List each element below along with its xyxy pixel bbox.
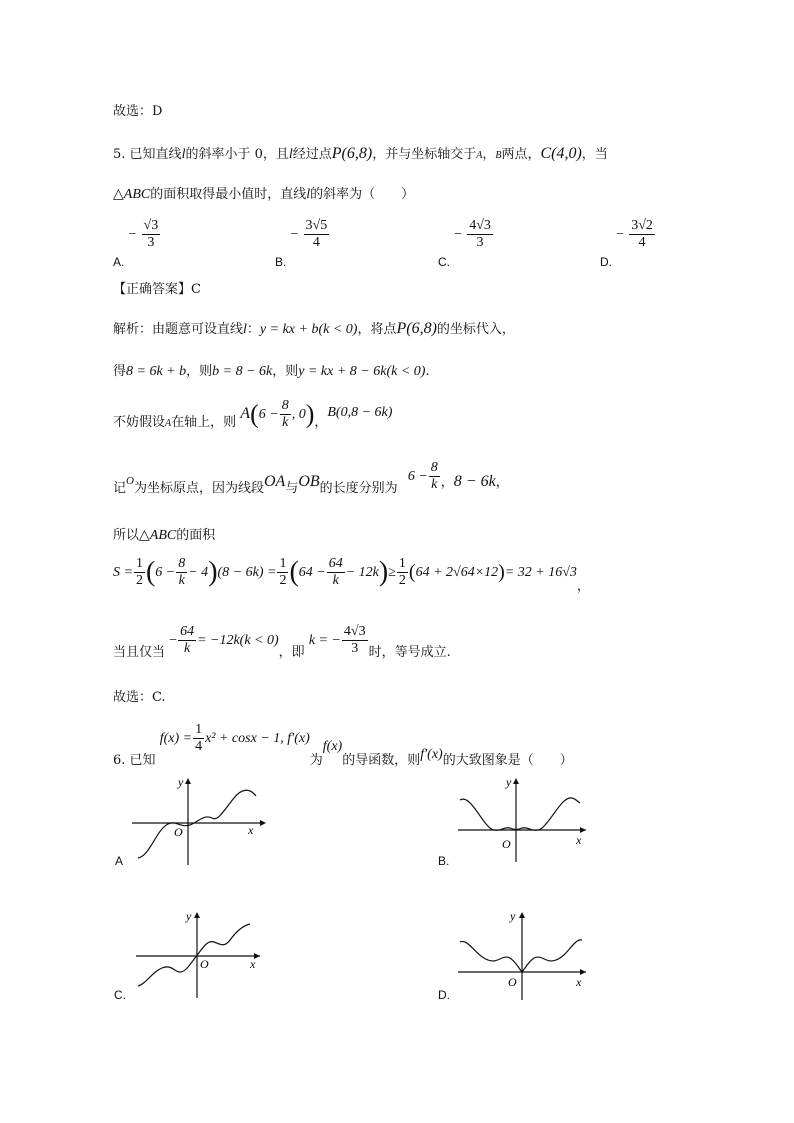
numerator: 8 (178, 556, 186, 571)
graph-option-b[interactable] (436, 770, 596, 870)
graph-c-plot (110, 906, 270, 1006)
option-numerator: 3√5 (305, 218, 328, 233)
denominator: k (431, 477, 438, 492)
function-fpx: f′(x) (420, 747, 443, 762)
option-sign: − (128, 227, 137, 242)
option-numerator: 3√2 (631, 218, 653, 233)
sol-text: 在轴上，则 (171, 415, 237, 430)
area-formula: S = $\frac{1}{2}$ (6 − $\frac{8}{k}$ − 4)(8 − 6k) = $\frac{1}{2}$ (64 − $\frac{64}{k}$ − 12k)≥ $\frac{1}{2}$ (64 + 2√64×12)= 32 + 16√3， (113, 556, 590, 594)
option-numerator: √3 (143, 218, 159, 233)
numerator: 8 (281, 398, 289, 413)
prev-answer: 故选：D (113, 104, 163, 119)
graph-axis-x-label: x (250, 957, 256, 971)
point-p: P(6,8) (331, 145, 373, 162)
solution-line7 (113, 624, 451, 660)
sol-text: . (425, 364, 430, 379)
ge-sign: ≥ (388, 565, 396, 580)
sol-text: ， (314, 415, 328, 430)
graph-origin-label: O (502, 837, 511, 851)
numerator: 1 (135, 556, 143, 571)
sol-text: 的长度分别为 (319, 481, 398, 496)
graph-option-d[interactable] (436, 906, 596, 1006)
denominator: k (332, 573, 339, 588)
graph-axis-y-label: y (510, 909, 516, 923)
var-l: l (288, 147, 293, 162)
origin-o: O (126, 475, 134, 487)
function-def: x² + cosx − 1, f′(x) (205, 731, 310, 746)
numerator: 1 (279, 556, 287, 571)
sol-text: ， (440, 475, 454, 490)
denominator: 2 (279, 573, 287, 588)
point-p: P(6,8) (396, 320, 437, 337)
expr: 64 + 2√64×12 (415, 565, 499, 580)
option-label: A. (113, 255, 125, 269)
q5-line1 (113, 143, 608, 163)
area-lhs: S = (113, 565, 133, 580)
numerator: 1 (398, 556, 406, 571)
q6-number: 6. (113, 753, 126, 768)
q5-text: 的面积取得最小值时，直线 (150, 187, 307, 202)
expr: 64 − (298, 565, 326, 580)
sol-text: ， (576, 579, 590, 594)
denominator: 2 (398, 573, 406, 588)
option-denominator: 3 (476, 235, 484, 250)
sol-text: 的面积 (176, 528, 216, 543)
option-sign: − (290, 227, 299, 242)
equation: b = 8 − 6k (212, 364, 273, 379)
solution-line3: 不妨假设$_A$在轴上，则 A(6 − $\frac{8}{k}$ , 0)，B(0,8 − 6k) (113, 398, 393, 430)
option-sign: − (616, 227, 625, 242)
graph-label: D. (438, 988, 450, 1002)
solution-line5 (113, 524, 215, 544)
option-denominator: 3 (147, 235, 155, 250)
denominator: k (282, 415, 289, 430)
denominator: k (183, 641, 191, 656)
expr: − 4 (188, 565, 209, 580)
option-c[interactable] (438, 218, 494, 269)
option-label: B. (275, 255, 287, 269)
q5-text: ，当 (581, 147, 608, 162)
numerator: 64 (180, 624, 195, 639)
graph-a-plot (110, 770, 270, 870)
sol-text: ： (246, 322, 260, 337)
option-denominator: 4 (638, 235, 646, 250)
function-def: f(x) = (159, 731, 193, 746)
equation: = −12k(k < 0) (197, 633, 279, 648)
function-fx: f(x) (322, 739, 343, 754)
sol-text: 解析：由题意可设直线 (113, 322, 244, 337)
option-b[interactable] (275, 218, 330, 269)
graph-d-plot (436, 906, 596, 1006)
numerator: 64 (328, 556, 343, 571)
option-numerator: 4√3 (469, 218, 491, 233)
point-b: B (495, 150, 502, 161)
sol-text: 记 (113, 481, 127, 496)
sol-text: ，则 (272, 364, 299, 379)
q5-text: 经过点 (292, 147, 332, 162)
q5-text: 的斜率小于 0，且 (185, 147, 289, 162)
q5-answer: 【正确答案】C (113, 282, 201, 297)
line-equation: y = kx + b(k < 0) (259, 322, 358, 337)
var-l: l (306, 187, 311, 202)
expr: − 12k (345, 565, 379, 580)
area-result: = 32 + 16√3 (504, 565, 577, 580)
q5-final: 故选：C. (113, 690, 166, 705)
triangle-abc: △ABC (113, 187, 151, 202)
q5-text: 已知直线 (129, 147, 182, 162)
segment-oa: OA (263, 473, 286, 490)
graph-label: B. (438, 854, 450, 868)
sol-text: 当且仅当 (113, 645, 166, 660)
expr: k = − (308, 633, 341, 648)
var-l: l (181, 147, 186, 162)
graph-axis-x-label: x (576, 975, 582, 989)
segment-ob: OB (298, 473, 320, 490)
option-label: C. (438, 255, 450, 269)
graph-option-a[interactable] (110, 770, 270, 870)
denominator: 4 (195, 739, 203, 754)
q6-line1 (113, 722, 573, 768)
point-a: A (476, 150, 483, 161)
q5-text: ， (482, 147, 496, 162)
q5-text: 两点， (501, 147, 541, 162)
expr: 8 − 6k (453, 473, 496, 490)
graph-label: C. (114, 988, 126, 1002)
sol-text: ，即 (278, 645, 305, 660)
sol-text: 与 (285, 481, 299, 496)
q5-number: 5. (113, 147, 126, 162)
solution-line1 (113, 318, 515, 338)
graph-axis-x-label: x (248, 823, 254, 837)
q5-text: 的斜率为（ ） (310, 187, 415, 202)
var-l: l (243, 322, 247, 337)
denominator: 2 (135, 573, 143, 588)
point-b: B(0,8 − 6k) (327, 405, 393, 420)
sol-text: 不妨假设 (113, 415, 166, 430)
sol-text: 为坐标原点，因为线段 (133, 481, 264, 496)
sol-text: 的坐标代入， (436, 322, 515, 337)
graph-origin-label: O (200, 957, 209, 971)
graph-axis-x-label: x (576, 833, 582, 847)
graph-axis-y-label: y (178, 775, 184, 789)
point-a: A (165, 418, 172, 429)
option-a[interactable] (113, 218, 161, 269)
graph-origin-label: O (174, 825, 183, 839)
equation: 8 = 6k + b (126, 364, 187, 379)
sol-text: ，则 (186, 364, 213, 379)
option-sign: − (454, 227, 463, 242)
equation: y = kx + 8 − 6k(k < 0) (298, 364, 426, 379)
point-a: A (240, 405, 251, 422)
sol-text: 时，等号成立. (368, 645, 451, 660)
q5-text: ，并与坐标轴交于 (372, 147, 477, 162)
graph-axis-y-label: y (506, 775, 512, 789)
expr: 6 − (258, 407, 279, 422)
option-d[interactable] (600, 218, 656, 269)
denominator: k (178, 573, 185, 588)
q5-line2 (113, 183, 414, 203)
point-c: C(4,0) (540, 145, 582, 162)
graph-option-c[interactable] (110, 906, 270, 1006)
numerator: 8 (430, 460, 438, 475)
graph-b-plot (436, 770, 596, 870)
expr: , 0 (291, 407, 306, 422)
numerator: 4√3 (343, 624, 366, 639)
expr: (8 − 6k) = (217, 565, 277, 580)
numerator: 1 (195, 722, 203, 737)
triangle-abc: △ABC (139, 528, 177, 543)
solution-line2 (113, 360, 430, 380)
graph-axis-y-label: y (186, 909, 192, 923)
sol-text: 得 (113, 364, 127, 379)
sol-text: ，将点 (357, 322, 397, 337)
denominator: 3 (351, 641, 359, 656)
graph-label: A (115, 854, 124, 868)
q6-text: 的导函数，则 (342, 753, 421, 768)
expr: 6 − (155, 565, 176, 580)
option-label: D. (600, 255, 612, 269)
q6-text: 的大致图象是（ ） (442, 753, 573, 768)
q6-text: 已知 (129, 753, 156, 768)
option-denominator: 4 (312, 235, 320, 250)
sol-text: ， (495, 475, 509, 490)
solution-line4 (113, 460, 509, 496)
sol-text: 所以 (113, 528, 140, 543)
graph-origin-label: O (508, 975, 517, 989)
expr: 6 − (407, 469, 428, 484)
q6-text: 为 (309, 753, 323, 768)
expr: − (169, 633, 178, 648)
